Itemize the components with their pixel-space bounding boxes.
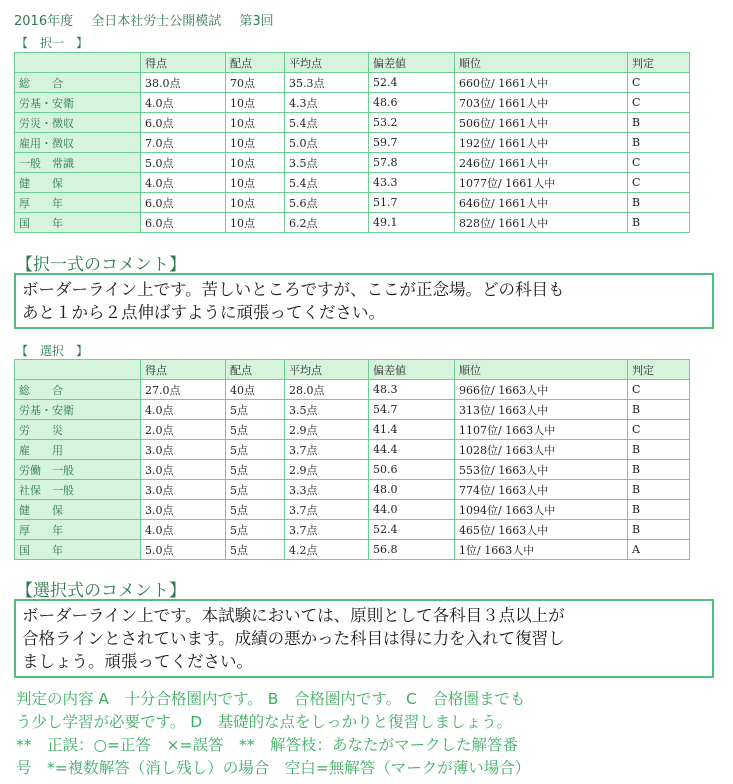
header-max: 配点: [226, 360, 285, 380]
sentaku-comment-line: 合格ラインとされています。成績の悪かった科目は得に力を入れて復習し: [22, 629, 565, 648]
table-row: [15, 500, 690, 520]
average-cell: 35.3点: [285, 73, 369, 93]
rank-cell: 774位/ 1663人中: [455, 480, 628, 500]
score-cell: 3.0点: [141, 480, 226, 500]
max-cell: 5点: [226, 440, 285, 460]
score-cell: 6.0点: [141, 213, 226, 233]
average-cell: 3.5点: [285, 153, 369, 173]
max-cell: 5点: [226, 520, 285, 540]
deviation-cell: 48.3: [369, 380, 455, 400]
deviation-cell: 44.4: [369, 440, 455, 460]
report-exam-name: 全日本社労士公開模試: [91, 14, 222, 29]
header-grade: 判定: [628, 53, 690, 73]
deviation-cell: 41.4: [369, 420, 455, 440]
deviation-cell: 48.6: [369, 93, 455, 113]
table-row: [15, 133, 690, 153]
rank-cell: 313位/ 1663人中: [455, 400, 628, 420]
rank-cell: 1028位/ 1663人中: [455, 440, 628, 460]
average-cell: 4.2点: [285, 540, 369, 560]
table-row: [15, 93, 690, 113]
table-row: [15, 73, 690, 93]
rank-cell: 1107位/ 1663人中: [455, 420, 628, 440]
max-cell: 10点: [226, 213, 285, 233]
score-cell: 4.0点: [141, 93, 226, 113]
grade-cell: A: [628, 540, 690, 560]
score-cell: 3.0点: [141, 440, 226, 460]
rank-cell: 660位/ 1661人中: [455, 73, 628, 93]
rank-cell: 1094位/ 1663人中: [455, 500, 628, 520]
rank-cell: 1077位/ 1661人中: [455, 173, 628, 193]
sentaku-comment-line: ボーダーライン上です。本試験においては、原則として各科目３点以上が: [22, 606, 565, 625]
header-score: 得点: [141, 53, 226, 73]
score-cell: 7.0点: [141, 133, 226, 153]
rank-cell: 192位/ 1661人中: [455, 133, 628, 153]
header-subject: [15, 53, 141, 73]
rank-cell: 646位/ 1661人中: [455, 193, 628, 213]
max-cell: 10点: [226, 113, 285, 133]
score-cell: 27.0点: [141, 380, 226, 400]
subject-cell: 雇用・徴収: [15, 133, 141, 153]
report-year: 2016年度: [14, 14, 74, 29]
average-cell: 3.7点: [285, 520, 369, 540]
score-cell: 5.0点: [141, 153, 226, 173]
max-cell: 5点: [226, 420, 285, 440]
deviation-cell: 56.8: [369, 540, 455, 560]
taku-comment-line: ボーダーライン上です。苦しいところですが、ここが正念場。どの科目も: [22, 280, 565, 299]
subject-cell: 一般 常識: [15, 153, 141, 173]
deviation-cell: 43.3: [369, 173, 455, 193]
average-cell: 4.3点: [285, 93, 369, 113]
taku-comment-title: 【択一式のコメント】: [16, 255, 186, 275]
max-cell: 10点: [226, 173, 285, 193]
table-row: [15, 520, 690, 540]
table-row: [15, 400, 690, 420]
sentaku-comment-title: 【選択式のコメント】: [16, 581, 186, 601]
average-cell: 2.9点: [285, 420, 369, 440]
deviation-cell: 54.7: [369, 400, 455, 420]
legend-line: 号 *=複数解答（消し残し）の場合 空白=無解答（マークが薄い場合）: [16, 759, 531, 777]
grade-cell: B: [628, 460, 690, 480]
deviation-cell: 50.6: [369, 460, 455, 480]
subject-cell: 雇 用: [15, 440, 141, 460]
header-grade: 判定: [628, 360, 690, 380]
grade-legend: [16, 688, 721, 780]
legend-line: 判定の内容 A 十分合格圏内です。 B 合格圏内です。 C 合格圏までも: [16, 690, 526, 708]
table-row: [15, 540, 690, 560]
score-cell: 4.0点: [141, 173, 226, 193]
subject-cell: 労基・安衛: [15, 400, 141, 420]
subject-cell: 社保 一般: [15, 480, 141, 500]
subject-cell: 労災・徴収: [15, 113, 141, 133]
grade-cell: B: [628, 113, 690, 133]
subject-cell: 総 合: [15, 73, 141, 93]
max-cell: 5点: [226, 500, 285, 520]
score-cell: 3.0点: [141, 460, 226, 480]
table-row: [15, 480, 690, 500]
score-cell: 6.0点: [141, 193, 226, 213]
header-rank: 順位: [455, 53, 628, 73]
grade-cell: B: [628, 520, 690, 540]
subject-cell: 国 年: [15, 540, 141, 560]
average-cell: 3.5点: [285, 400, 369, 420]
score-cell: 38.0点: [141, 73, 226, 93]
deviation-cell: 52.4: [369, 73, 455, 93]
grade-cell: C: [628, 380, 690, 400]
grade-cell: C: [628, 153, 690, 173]
report-title: [14, 10, 288, 29]
max-cell: 5点: [226, 460, 285, 480]
deviation-cell: 48.0: [369, 480, 455, 500]
header-deviation: 偏差値: [369, 53, 455, 73]
rank-cell: 506位/ 1661人中: [455, 113, 628, 133]
max-cell: 10点: [226, 153, 285, 173]
header-deviation: 偏差値: [369, 360, 455, 380]
max-cell: 5点: [226, 480, 285, 500]
average-cell: 3.3点: [285, 480, 369, 500]
header-average: 平均点: [285, 360, 369, 380]
average-cell: 5.4点: [285, 173, 369, 193]
subject-cell: 健 保: [15, 173, 141, 193]
score-cell: 2.0点: [141, 420, 226, 440]
grade-cell: C: [628, 73, 690, 93]
deviation-cell: 51.7: [369, 193, 455, 213]
deviation-cell: 49.1: [369, 213, 455, 233]
grade-cell: B: [628, 193, 690, 213]
deviation-cell: 52.4: [369, 520, 455, 540]
max-cell: 10点: [226, 93, 285, 113]
average-cell: 3.7点: [285, 500, 369, 520]
subject-cell: 厚 年: [15, 520, 141, 540]
max-cell: 40点: [226, 380, 285, 400]
taku-section-label: 【 択一 】: [16, 36, 89, 50]
grade-cell: B: [628, 400, 690, 420]
grade-cell: C: [628, 420, 690, 440]
table-row: [15, 153, 690, 173]
sentaku-header-row: [15, 360, 690, 380]
average-cell: 5.6点: [285, 193, 369, 213]
table-row: [15, 380, 690, 400]
subject-cell: 国 年: [15, 213, 141, 233]
rank-cell: 553位/ 1663人中: [455, 460, 628, 480]
grade-cell: B: [628, 500, 690, 520]
table-row: [15, 113, 690, 133]
taku-comment-box: [14, 273, 714, 329]
header-max: 配点: [226, 53, 285, 73]
rank-cell: 828位/ 1661人中: [455, 213, 628, 233]
report-round: 第3回: [239, 14, 274, 29]
taku-comment-line: あと１から２点伸ばすように頑張ってください。: [22, 303, 385, 322]
average-cell: 3.7点: [285, 440, 369, 460]
table-row: [15, 173, 690, 193]
header-rank: 順位: [455, 360, 628, 380]
average-cell: 28.0点: [285, 380, 369, 400]
max-cell: 10点: [226, 133, 285, 153]
header-subject: [15, 360, 141, 380]
table-row: [15, 440, 690, 460]
average-cell: 2.9点: [285, 460, 369, 480]
average-cell: 6.2点: [285, 213, 369, 233]
rank-cell: 966位/ 1663人中: [455, 380, 628, 400]
deviation-cell: 44.0: [369, 500, 455, 520]
legend-line: ** 正誤：○=正答 ×=誤答 ** 解答枝：あなたがマークした解答番: [16, 736, 518, 754]
sentaku-comment-line: ましょう。頑張ってください。: [22, 652, 253, 671]
score-cell: 6.0点: [141, 113, 226, 133]
subject-cell: 労働 一般: [15, 460, 141, 480]
subject-cell: 労基・安衛: [15, 93, 141, 113]
score-cell: 4.0点: [141, 400, 226, 420]
max-cell: 5点: [226, 400, 285, 420]
score-cell: 3.0点: [141, 500, 226, 520]
max-cell: 70点: [226, 73, 285, 93]
table-row: [15, 213, 690, 233]
average-cell: 5.4点: [285, 113, 369, 133]
grade-cell: C: [628, 93, 690, 113]
grade-cell: B: [628, 213, 690, 233]
subject-cell: 健 保: [15, 500, 141, 520]
sentaku-section-label: 【 選択 】: [16, 344, 89, 358]
score-cell: 4.0点: [141, 520, 226, 540]
taku-header-row: [15, 53, 690, 73]
sentaku-score-table: [14, 359, 690, 560]
header-average: 平均点: [285, 53, 369, 73]
max-cell: 5点: [226, 540, 285, 560]
subject-cell: 総 合: [15, 380, 141, 400]
subject-cell: 労 災: [15, 420, 141, 440]
deviation-cell: 59.7: [369, 133, 455, 153]
deviation-cell: 53.2: [369, 113, 455, 133]
average-cell: 5.0点: [285, 133, 369, 153]
grade-cell: B: [628, 133, 690, 153]
legend-line: う少し学習が必要です。 D 基礎的な点をしっかりと復習しましょう。: [16, 713, 513, 731]
grade-cell: C: [628, 173, 690, 193]
max-cell: 10点: [226, 193, 285, 213]
grade-cell: B: [628, 440, 690, 460]
table-row: [15, 460, 690, 480]
rank-cell: 465位/ 1663人中: [455, 520, 628, 540]
score-cell: 5.0点: [141, 540, 226, 560]
rank-cell: 246位/ 1661人中: [455, 153, 628, 173]
grade-cell: B: [628, 480, 690, 500]
table-row: [15, 193, 690, 213]
subject-cell: 厚 年: [15, 193, 141, 213]
taku-score-table: [14, 52, 690, 233]
table-row: [15, 420, 690, 440]
header-score: 得点: [141, 360, 226, 380]
sentaku-comment-box: [14, 599, 714, 678]
deviation-cell: 57.8: [369, 153, 455, 173]
rank-cell: 1位/ 1663人中: [455, 540, 628, 560]
rank-cell: 703位/ 1661人中: [455, 93, 628, 113]
